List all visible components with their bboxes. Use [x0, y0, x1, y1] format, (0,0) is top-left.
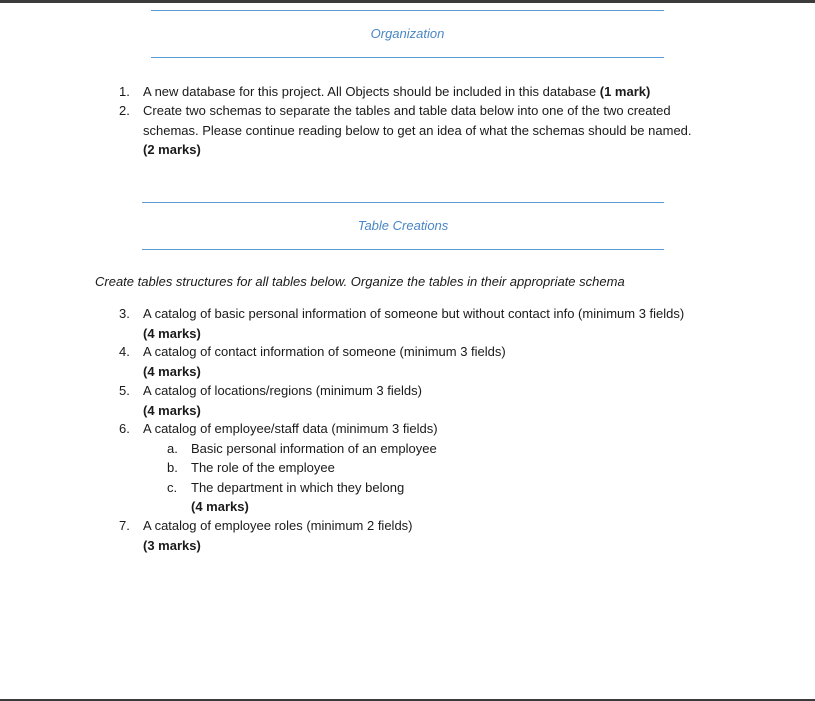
sub-item-text: The department in which they belong [191, 480, 405, 495]
organization-top-rule [151, 10, 664, 11]
top-border [0, 0, 815, 3]
list-item-text: A catalog of employee/staff data (minimum 3 fields) [143, 421, 438, 436]
list-item-number: 2. [119, 103, 130, 118]
marks-label: (1 mark) [599, 84, 651, 99]
marks-label: (4 marks) [143, 402, 201, 418]
sub-item-text: Basic personal information of an employee [191, 441, 437, 456]
marks-label: (3 marks) [143, 537, 201, 553]
list-item-text: A catalog of employee roles (minimum 2 fields) (3 marks) [143, 516, 413, 555]
list-item-5 [119, 381, 739, 421]
sub-item-text: The role of the employee [191, 460, 335, 475]
list-item-text: A new database for this project. All Objects should be included in this database (1 mark) [143, 84, 651, 99]
marks-label: (4 marks) [191, 499, 249, 514]
sub-item-letter: b. [167, 460, 178, 475]
table-creations-heading: Table Creations [357, 218, 449, 233]
list-item-number: 6. [119, 421, 130, 436]
organization-heading: Organization [370, 26, 445, 41]
list-item-text: Create two schemas to separate the tables and table data below into one of the two created schemas. Please continue reading below to get an idea of what the schemas should be named. (2 marks) [143, 101, 692, 160]
sub-item-letter: c. [167, 480, 178, 495]
list-item-number: 7. [119, 518, 130, 533]
list-item-6 [119, 419, 739, 439]
list-item-number: 4. [119, 344, 130, 359]
list-item-7 [119, 516, 739, 556]
list-item-text: A catalog of contact information of someone (minimum 3 fields) (4 marks) [143, 342, 506, 381]
table-creations-intro: Create tables structures for all tables below. Organize the tables in their appropriate schema [95, 274, 625, 289]
marks-label: (2 marks) [143, 142, 201, 157]
list-item-number: 3. [119, 306, 130, 321]
list-item-3 [119, 304, 759, 344]
list-item-number: 5. [119, 383, 130, 398]
list-item-2 [119, 101, 739, 161]
list-item-number: 1. [119, 84, 130, 99]
list-item-1 [119, 82, 739, 102]
list-item-text: A catalog of locations/regions (minimum 3 fields) (4 marks) [143, 381, 422, 420]
organization-bottom-rule [151, 57, 664, 58]
marks-label: (4 marks) [143, 363, 201, 379]
table-creations-bottom-rule [142, 249, 664, 250]
table-creations-top-rule [142, 202, 664, 203]
list-item-4 [119, 342, 739, 382]
sub-item-letter: a. [167, 441, 178, 456]
list-item-text: A catalog of basic personal information of someone but without contact info (minimum 3 fields) (4 marks) [143, 304, 684, 343]
marks-label: (4 marks) [143, 325, 201, 341]
